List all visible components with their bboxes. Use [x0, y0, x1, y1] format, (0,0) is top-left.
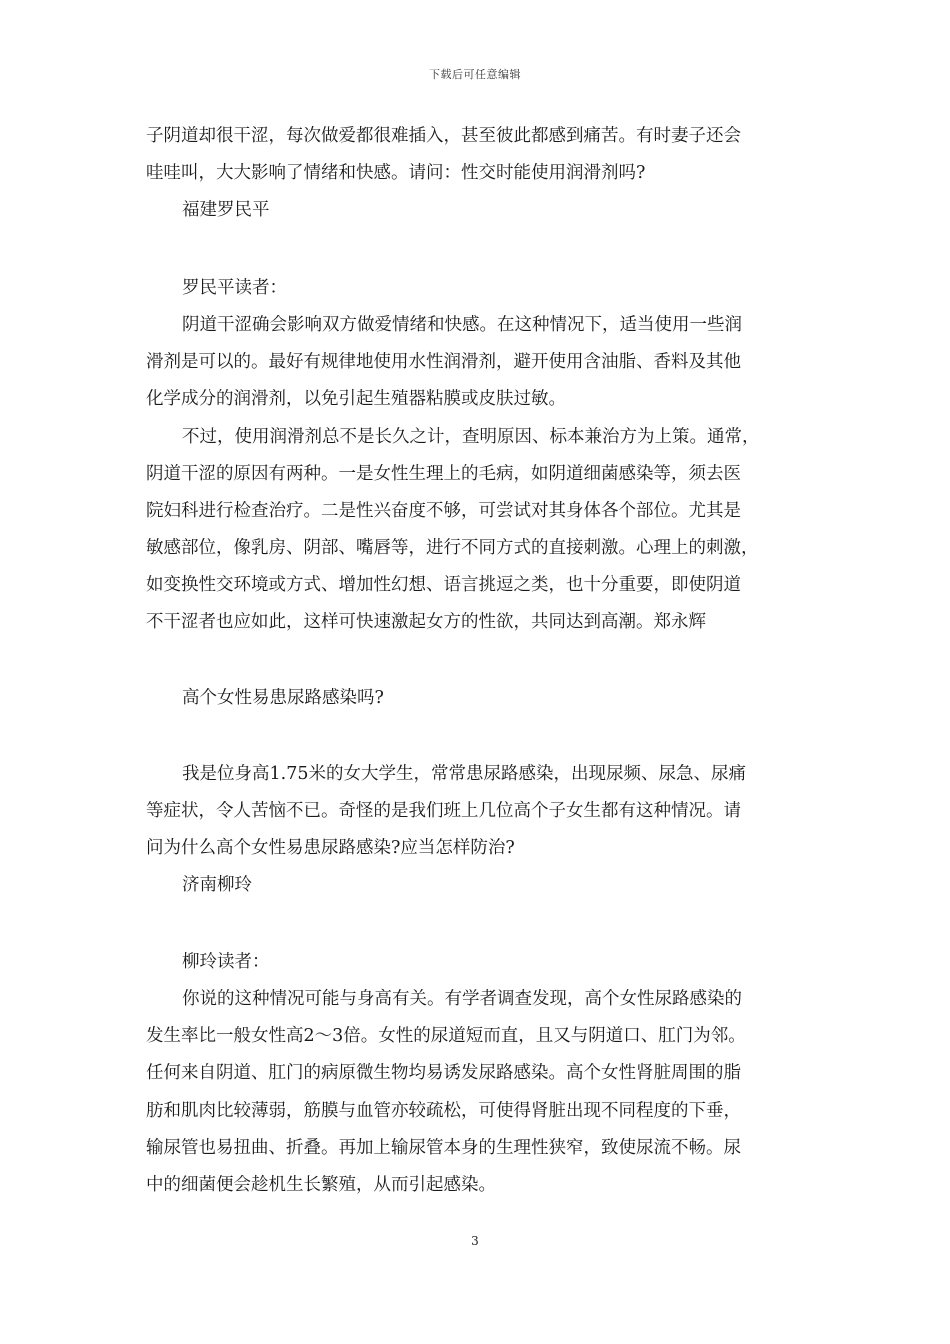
- page-number: 3: [471, 1234, 479, 1248]
- text-line: 敏感部位，像乳房、阴部、嘴唇等，进行不同方式的直接刺激。心理上的刺激，: [146, 538, 759, 558]
- text-line: 肪和肌肉比较薄弱，筋膜与血管亦较疏松，可使得肾脏出现不同程度的下垂，: [146, 1101, 741, 1121]
- text-line: 不干涩者也应如此，这样可快速激起女方的性欲，共同达到高潮。郑永辉: [146, 612, 706, 632]
- text-line: 如变换性交环境或方式、增加性幻想、语言挑逗之类，也十分重要，即使阴道: [146, 575, 741, 595]
- signature-line: 济南柳玲: [182, 875, 252, 895]
- text-line: 问为什么高个女性易患尿路感染?应当怎样防治?: [146, 838, 515, 858]
- text-line: 中的细菌便会趁机生长繁殖，从而引起感染。: [146, 1175, 496, 1195]
- text-line: 子阴道却很干涩，每次做爱都很难插入，甚至彼此都感到痛苦。有时妻子还会: [146, 126, 741, 146]
- text-line: 不过，使用润滑剂总不是长久之计，查明原因、标本兼治方为上策。通常，: [182, 427, 760, 447]
- text-line: 化学成分的润滑剂，以免引起生殖器粘膜或皮肤过敏。: [146, 389, 566, 409]
- text-line: 发生率比一般女性高2～3倍。女性的尿道短而直，且又与阴道口、肛门为邻。: [146, 1026, 746, 1046]
- text-line: 院妇科进行检查治疗。二是性兴奋度不够，可尝试对其身体各个部位。尤其是: [146, 501, 741, 521]
- page-header: 下载后可任意编辑: [429, 68, 521, 81]
- text-line: 你说的这种情况可能与身高有关。有学者调查发现，高个女性尿路感染的: [182, 989, 742, 1009]
- salutation-line: 柳玲读者：: [182, 952, 270, 972]
- text-line: 等症状，令人苦恼不已。奇怪的是我们班上几位高个子女生都有这种情况。请: [146, 801, 741, 821]
- signature-line: 福建罗民平: [182, 200, 270, 220]
- salutation-line: 罗民平读者：: [182, 278, 287, 298]
- text-line: 输尿管也易扭曲、折叠。再加上输尿管本身的生理性狭窄，致使尿流不畅。尿: [146, 1138, 741, 1158]
- text-line: 哇哇叫，大大影响了情绪和快感。请问：性交时能使用润滑剂吗?: [146, 163, 646, 183]
- text-line: 我是位身高1.75米的女大学生，常常患尿路感染，出现尿频、尿急、尿痛: [182, 764, 746, 784]
- text-line: 任何来自阴道、肛门的病原微生物均易诱发尿路感染。高个女性肾脏周围的脂: [146, 1063, 741, 1083]
- text-line: 阴道干涩确会影响双方做爱情绪和快感。在这种情况下，适当使用一些润: [182, 315, 742, 335]
- text-line: 阴道干涩的原因有两种。一是女性生理上的毛病，如阴道细菌感染等，须去医: [146, 464, 741, 484]
- text-line: 滑剂是可以的。最好有规律地使用水性润滑剂，避开使用含油脂、香料及其他: [146, 352, 741, 372]
- section-heading: 高个女性易患尿路感染吗?: [182, 688, 384, 708]
